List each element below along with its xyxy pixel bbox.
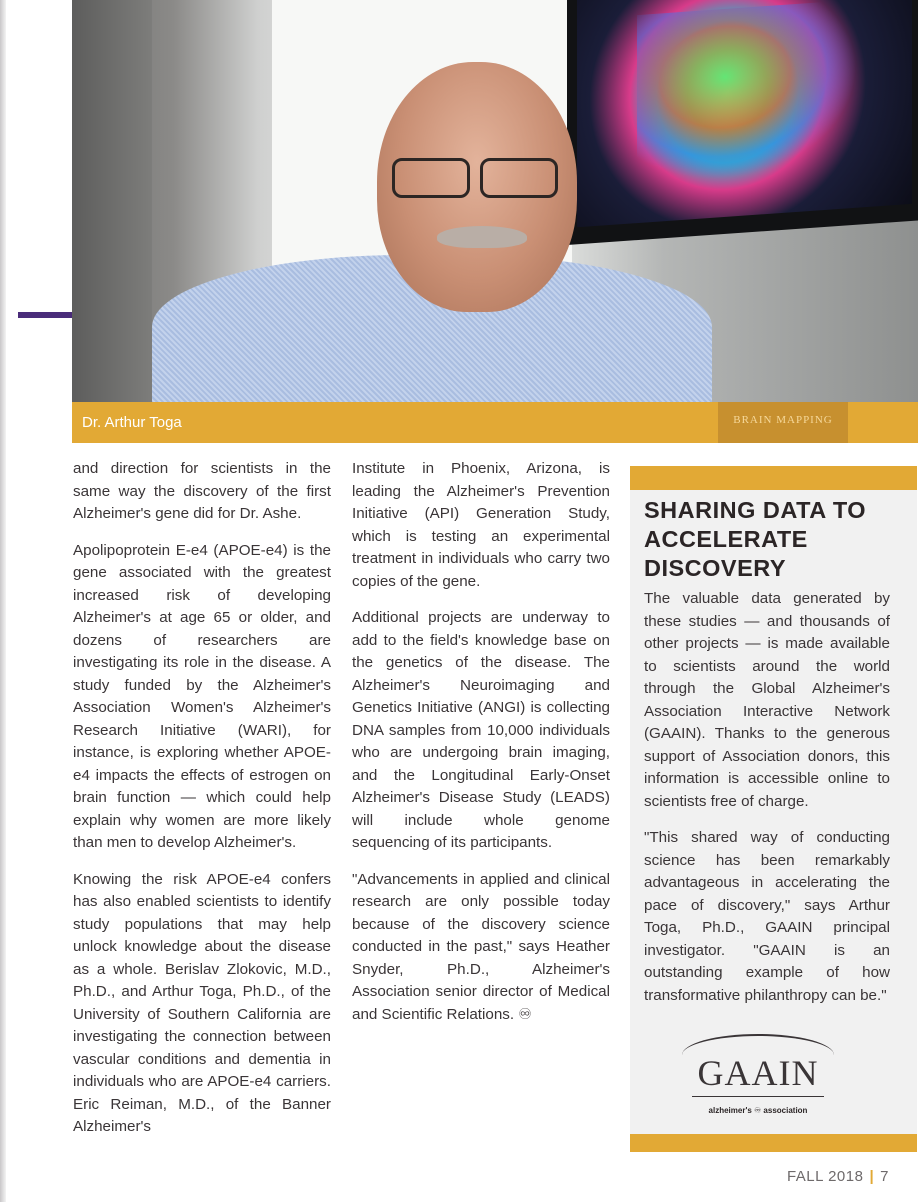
page-folio (787, 1168, 889, 1185)
column2-paragraph: "Advancements in applied and clinical research are only possible today because of the discovery science conducted in the past," says Heather Snyder, Ph.D., Alzheimer's Association senior director of Medical and Scientific Relations. ♾ (352, 870, 610, 1023)
brain-scan-monitor (567, 0, 918, 245)
person-glasses (392, 158, 567, 196)
portrait-photo (72, 0, 918, 402)
column2-paragraph: Additional projects are underway to add to the field's knowledge base on the genetics of the disease. The Alzheimer's Neuroimaging and Genetics Initiative (ANGI) is collecting DNA samples from 10,000 individuals who are undergoing brain imaging, and the Longitudinal Early-Onset Alzheimer's Disease Study (LEADS) will include whole genome sequencing of its participants. (352, 609, 610, 851)
photo-caption: Dr. Arthur Toga (82, 414, 182, 431)
page-number: 7 (880, 1168, 889, 1185)
logo-rule (692, 1096, 824, 1097)
column1-paragraph: and direction for scientists in the same way the discovery of the first Alzheimer's gene did for Dr. Ashe. (73, 460, 331, 522)
photo-caption-bar (72, 402, 918, 443)
page-edge-shadow (0, 0, 6, 1202)
association-logo-text: alzheimer's ♾ association (708, 1106, 808, 1115)
issue-label: FALL 2018 (786, 1168, 864, 1185)
purple-side-mark (18, 312, 73, 318)
folio-separator: | (869, 1168, 875, 1185)
background-book (718, 402, 848, 443)
column2-paragraph: Institute in Phoenix, Arizona, is leading the Alzheimer's Prevention Initiative (API) Generation Study, which is testing an experimental treatment in individuals who carry two copies of the gene. (352, 460, 610, 590)
sidebar-body (644, 588, 890, 1021)
sidebar-paragraph: "This shared way of conducting science has been remarkably advantageous in accelerating the pace of discovery," says Arthur Toga, Ph.D., GAAIN principal investigator. "GAAIN is an outstanding example of how transformative philanthropy can be." (644, 829, 890, 1004)
gaain-logo (678, 1034, 838, 1122)
brain-scan-image (577, 0, 912, 227)
article-column-1 (73, 458, 331, 1153)
background-book-text: BRAIN MAPPING (733, 414, 833, 426)
column1-paragraph: Knowing the risk APOE-e4 confers has also enabled scientists to identify study populations that may help unlock knowledge about the disease as a whole. Berislav Zlokovic, M.D., Ph.D., and Arthur Toga, Ph.D., of the University of Southern California are investigating the connection between vascular conditions and dementia in individuals who are APOE-e4 carriers. Eric Reiman, M.D., of the Banner Alzheimer's (73, 870, 331, 1135)
column1-paragraph: Apolipoprotein E-e4 (APOE-e4) is the gene associated with the greatest increased risk of developing Alzheimer's at age 65 or older, and dozens of researchers are investigating its role in the disease. A study funded by the Alzheimer's Association Women's Alzheimer's Research Initiative (WARI), for instance, is exploring whether APOE-e4 impacts the effects of estrogen on brain function — which could help explain why women are more likely than men to develop Alzheimer's. (73, 541, 331, 851)
article-column-2 (352, 458, 610, 1040)
sidebar-top-bar (630, 466, 917, 490)
person-mustache (437, 226, 527, 248)
logo-wordmark: GAAIN (697, 1053, 819, 1093)
sidebar-box (630, 466, 917, 1152)
sidebar-heading: SHARING DATA TO ACCELERATE DISCOVERY (644, 497, 867, 581)
photo-background-wall (72, 0, 152, 402)
sidebar-paragraph: The valuable data generated by these studies — and thousands of other projects — is made available to scientists around the world through the Global Alzheimer's Association Interactive Network (GAAIN). Thanks to the generous support of Association donors, this information is accessible online to scientists free of charge. (644, 590, 890, 810)
sidebar-bottom-bar (630, 1134, 917, 1152)
